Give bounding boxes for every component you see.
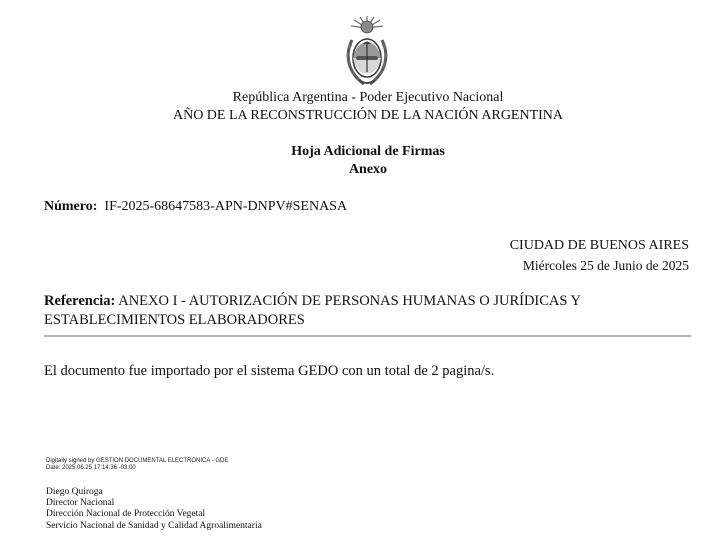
document-number [44,199,347,215]
document-reference [44,292,684,330]
digital-signature-signer: Digitally signed by GESTION DOCUMENTAL ELECTRONICA - GDE [46,458,229,464]
divider [44,335,691,337]
signer-position: Director Nacional [46,498,115,509]
year-motto: AÑO DE LA RECONSTRUCCIÓN DE LA NACIÓN ARGENTINA [172,108,564,123]
document-date: Miércoles 25 de Junio de 2025 [522,258,689,273]
signer-agency: Servicio Nacional de Sanidad y Calidad Agroalimentaria [46,520,262,531]
document-number-label: Número: [44,199,98,214]
document-subtitle: Anexo [348,162,388,177]
signer-office: Dirección Nacional de Protección Vegetal [46,509,206,520]
reference-text: ANEXO I - AUTORIZACIÓN DE PERSONAS HUMANAS O JURÍDICAS Y ESTABLECIMIENTOS ELABORADORES [44,293,581,328]
signer-block [46,487,262,532]
government-heading: República Argentina - Poder Ejecutivo Nacional [232,90,504,105]
document-title: Hoja Adicional de Firmas [291,144,445,159]
document-city: CIUDAD DE BUENOS AIRES [509,238,689,253]
document-number-value: IF-2025-68647583-APN-DNPV#SENASA [104,199,348,214]
argentina-coat-of-arms-icon [342,14,392,88]
digital-signature-stamp [46,458,228,472]
document-body: El documento fue importado por el sistema GEDO con un total de 2 pagina/s. [44,363,495,379]
signer-name: Diego Quiroga [46,487,103,497]
digital-signature-date: Date: 2025.06.25 17:14:36 -03:00 [46,465,136,471]
reference-label: Referencia: [44,293,116,309]
